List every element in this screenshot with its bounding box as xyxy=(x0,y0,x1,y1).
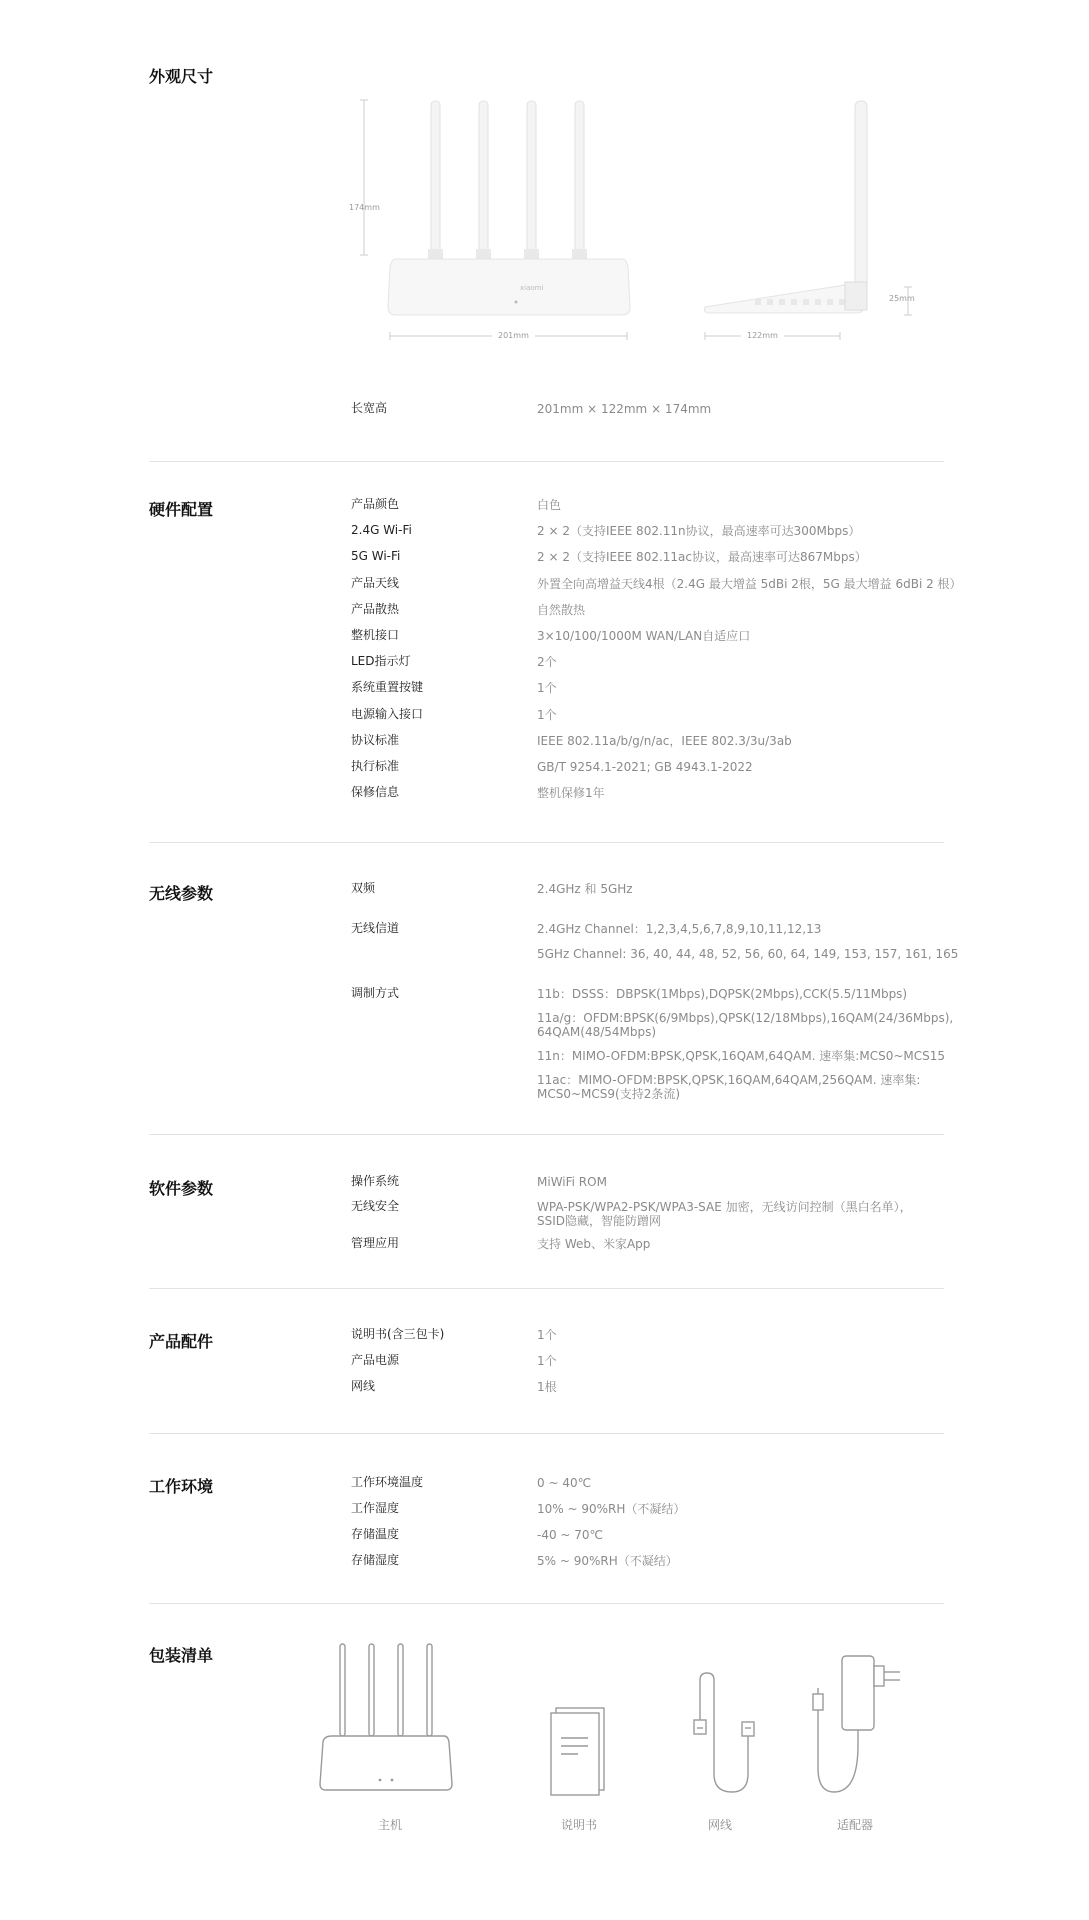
package-item-caption: 适配器 xyxy=(836,1818,873,1832)
spec-value-os: MiWiFi ROM xyxy=(537,1175,607,1189)
hardware-spec-key: 电源输入接口 xyxy=(351,706,424,721)
accessories-spec-key: 网线 xyxy=(351,1379,376,1393)
accessories-spec-value: 1个 xyxy=(537,1328,557,1342)
section-title-appearance: 外观尺寸 xyxy=(149,67,214,86)
spec-key-os: 操作系统 xyxy=(351,1174,400,1188)
hardware-spec-value: 2 × 2（支持IEEE 802.11n协议，最高速率可达300Mbps） xyxy=(537,524,861,539)
section-title-accessories: 产品配件 xyxy=(149,1332,214,1351)
section-title-package: 包装清单 xyxy=(149,1646,214,1665)
environment-spec-value: -40 ~ 70℃ xyxy=(537,1528,604,1542)
section-divider xyxy=(149,842,944,843)
hardware-spec-key: 产品天线 xyxy=(351,575,400,590)
router-package-icon xyxy=(318,1640,458,1795)
package-item-caption: 主机 xyxy=(377,1818,402,1832)
router-side-image xyxy=(695,95,935,345)
section-title-software: 软件参数 xyxy=(149,1179,214,1198)
section-divider xyxy=(149,461,944,462)
spec-value-mod-11ac-line1: 11ac：MIMO-OFDM:BPSK,QPSK,16QAM,64QAM,256QAM. 速率集: xyxy=(537,1073,921,1087)
dimension-thickness-label: 25mm xyxy=(889,294,915,303)
section-title-wireless: 无线参数 xyxy=(149,884,214,903)
section-divider xyxy=(149,1288,944,1289)
section-divider xyxy=(149,1603,944,1604)
environment-spec-key: 存储温度 xyxy=(351,1527,400,1541)
environment-spec-value: 0 ~ 40℃ xyxy=(537,1476,592,1490)
hardware-spec-value: 外置全向高增益天线4根（2.4G 最大增益 5dBi 2根，5G 最大增益 6dBi 2 根） xyxy=(537,576,962,591)
dimension-width-label: 201mm xyxy=(492,331,535,340)
spec-value-mod-11b: 11b：DSSS：DBPSK(1Mbps),DQPSK(2Mbps),CCK(5.5/11Mbps) xyxy=(537,987,908,1001)
manual-icon xyxy=(548,1700,608,1800)
spec-key-channel: 无线信道 xyxy=(351,921,400,935)
environment-spec-key: 存储湿度 xyxy=(351,1553,400,1567)
router-front-image xyxy=(340,95,640,345)
hardware-spec-key: 产品散热 xyxy=(351,601,400,616)
hardware-spec-value: IEEE 802.11a/b/g/n/ac，IEEE 802.3/3u/3ab xyxy=(537,733,792,748)
hardware-spec-value: 3×10/100/1000M WAN/LAN自适应口 xyxy=(537,629,751,643)
spec-value-mod-11ag-line1: 11a/g：OFDM:BPSK(6/9Mbps),QPSK(12/18Mbps),16QAM(24/36Mbps), xyxy=(537,1011,954,1025)
accessories-spec-key: 产品电源 xyxy=(351,1353,400,1367)
dimension-depth-label: 122mm xyxy=(741,331,784,340)
section-divider xyxy=(149,1433,944,1434)
hardware-spec-value: 2个 xyxy=(537,655,557,670)
spec-value-mod-11ac-line2: MCS0~MCS9(支持2条流) xyxy=(537,1087,681,1101)
package-item-caption: 网线 xyxy=(707,1818,732,1832)
hardware-spec-key: 整机接口 xyxy=(351,628,400,642)
size-value: 201mm × 122mm × 174mm xyxy=(537,402,712,416)
hardware-spec-key: 2.4G Wi-Fi xyxy=(351,523,412,538)
spec-key-modulation: 调制方式 xyxy=(351,986,400,1000)
power-adapter-icon xyxy=(812,1650,922,1795)
hardware-spec-key: 执行标准 xyxy=(351,759,400,773)
environment-spec-value: 5% ~ 90%RH（不凝结） xyxy=(537,1554,678,1568)
hardware-spec-key: 保修信息 xyxy=(351,785,400,800)
spec-value-security-line2: SSID隐藏，智能防蹭网 xyxy=(537,1214,662,1228)
hardware-spec-value: 白色 xyxy=(537,498,562,512)
environment-spec-key: 工作环境温度 xyxy=(351,1475,424,1489)
hardware-spec-key: 5G Wi-Fi xyxy=(351,549,401,564)
spec-value-channel-5g: 5GHz Channel: 36, 40, 44, 48, 52, 56, 60, 64, 149, 153, 157, 161, 165 xyxy=(537,947,959,961)
spec-value-channel-24g: 2.4GHz Channel：1,2,3,4,5,6,7,8,9,10,11,12,13 xyxy=(537,922,822,936)
package-item-caption: 说明书 xyxy=(560,1818,597,1832)
hardware-spec-key: LED指示灯 xyxy=(351,654,411,669)
section-title-environment: 工作环境 xyxy=(149,1477,214,1496)
hardware-spec-value: GB/T 9254.1-2021; GB 4943.1-2022 xyxy=(537,760,753,774)
dimension-height-label: 174mm xyxy=(349,203,380,212)
hardware-spec-value: 自然散热 xyxy=(537,602,586,617)
accessories-spec-key: 说明书(含三包卡) xyxy=(351,1327,445,1341)
router-brand-mark: xiaomi xyxy=(520,284,544,292)
hardware-spec-value: 2 × 2（支持IEEE 802.11ac协议，最高速率可达867Mbps） xyxy=(537,550,867,565)
spec-value-mod-11n: 11n：MIMO-OFDM:BPSK,QPSK,16QAM,64QAM. 速率集:MCS0~MCS15 xyxy=(537,1049,946,1063)
hardware-spec-value: 1个 xyxy=(537,707,557,722)
accessories-spec-value: 1个 xyxy=(537,1354,557,1368)
hardware-spec-key: 产品颜色 xyxy=(351,497,400,511)
spec-value-mod-11ag-line2: 64QAM(48/54Mbps) xyxy=(537,1025,657,1039)
section-divider xyxy=(149,1134,944,1135)
hardware-spec-key: 协议标准 xyxy=(351,732,400,747)
spec-key-security: 无线安全 xyxy=(351,1199,400,1213)
ethernet-cable-icon xyxy=(682,1670,762,1795)
spec-key-management: 管理应用 xyxy=(351,1236,400,1250)
spec-value-security-line1: WPA-PSK/WPA2-PSK/WPA3-SAE 加密，无线访问控制（黑白名单）， xyxy=(537,1200,912,1214)
hardware-spec-key: 系统重置按键 xyxy=(351,680,424,695)
size-label: 长宽高 xyxy=(351,401,388,415)
hardware-spec-value: 整机保修1年 xyxy=(537,786,605,801)
spec-value-management: 支持 Web、米家App xyxy=(537,1237,651,1251)
spec-key-band: 双频 xyxy=(351,881,376,895)
accessories-spec-value: 1根 xyxy=(537,1380,557,1394)
environment-spec-key: 工作湿度 xyxy=(351,1501,400,1515)
spec-value-band: 2.4GHz 和 5GHz xyxy=(537,882,633,896)
environment-spec-value: 10% ~ 90%RH（不凝结） xyxy=(537,1502,686,1516)
hardware-spec-value: 1个 xyxy=(537,681,557,696)
section-title-hardware: 硬件配置 xyxy=(149,500,214,519)
